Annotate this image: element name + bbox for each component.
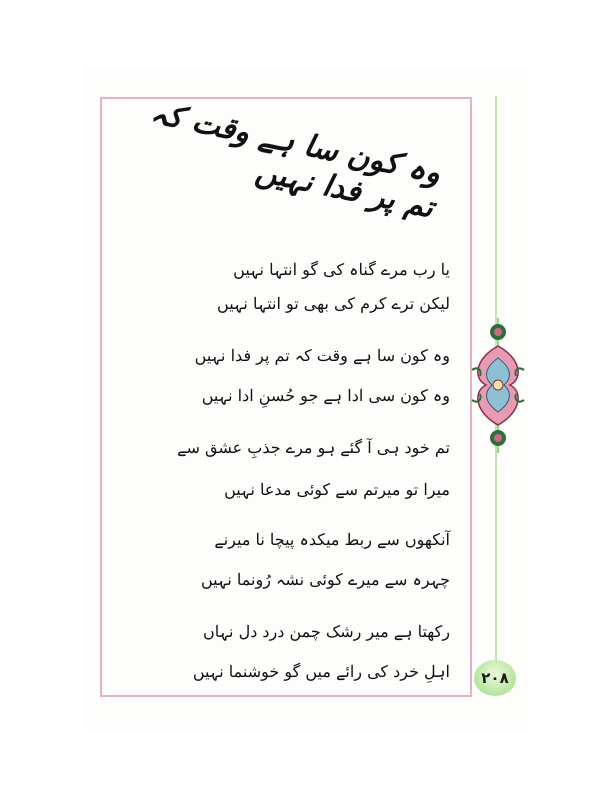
verse-line: تم خود ہی آ گئے ہو مرے جذبِ عشق سے	[177, 438, 450, 457]
stanza-1	[110, 262, 450, 312]
poem-title: وہ کون سا ہے وقت کہ تم پر فدا نہیں	[147, 95, 444, 226]
stanza-3	[110, 440, 450, 498]
poem-body	[110, 0, 450, 792]
verse-line: وہ کون سی ادا ہے جو حُسنِ ادا نہیں	[201, 386, 450, 405]
verse-line: یا رب مرے گناہ کی گو انتہا نہیں	[233, 260, 450, 279]
verse-line: رکھتا ہے میر رشک چمن درد دل نہاں	[203, 622, 450, 641]
verse-line: آنکھوں سے ربط میکدہ پیچا نا میرنے	[214, 530, 450, 549]
verse-line: لیکن ترے کرم کی بھی تو انتہا نہیں	[217, 294, 450, 313]
stanza-4	[110, 532, 450, 588]
verse-line: چہرہ سے میرے کوئی نشہ رُونما نہیں	[200, 570, 450, 589]
verse-line: وہ کون سا ہے وقت کہ تم پر فدا نہیں	[194, 346, 450, 365]
stanza-5	[110, 624, 450, 680]
page-number-badge: ۲۰۸	[474, 660, 516, 696]
verse-line: اہلِ خرد کی رائے میں گو خوشنما نہیں	[192, 662, 450, 681]
stanza-2	[110, 348, 450, 404]
verse-line: میرا تو میرتم سے کوئی مدعا نہیں	[224, 480, 450, 499]
floral-ornament-icon	[466, 318, 530, 453]
